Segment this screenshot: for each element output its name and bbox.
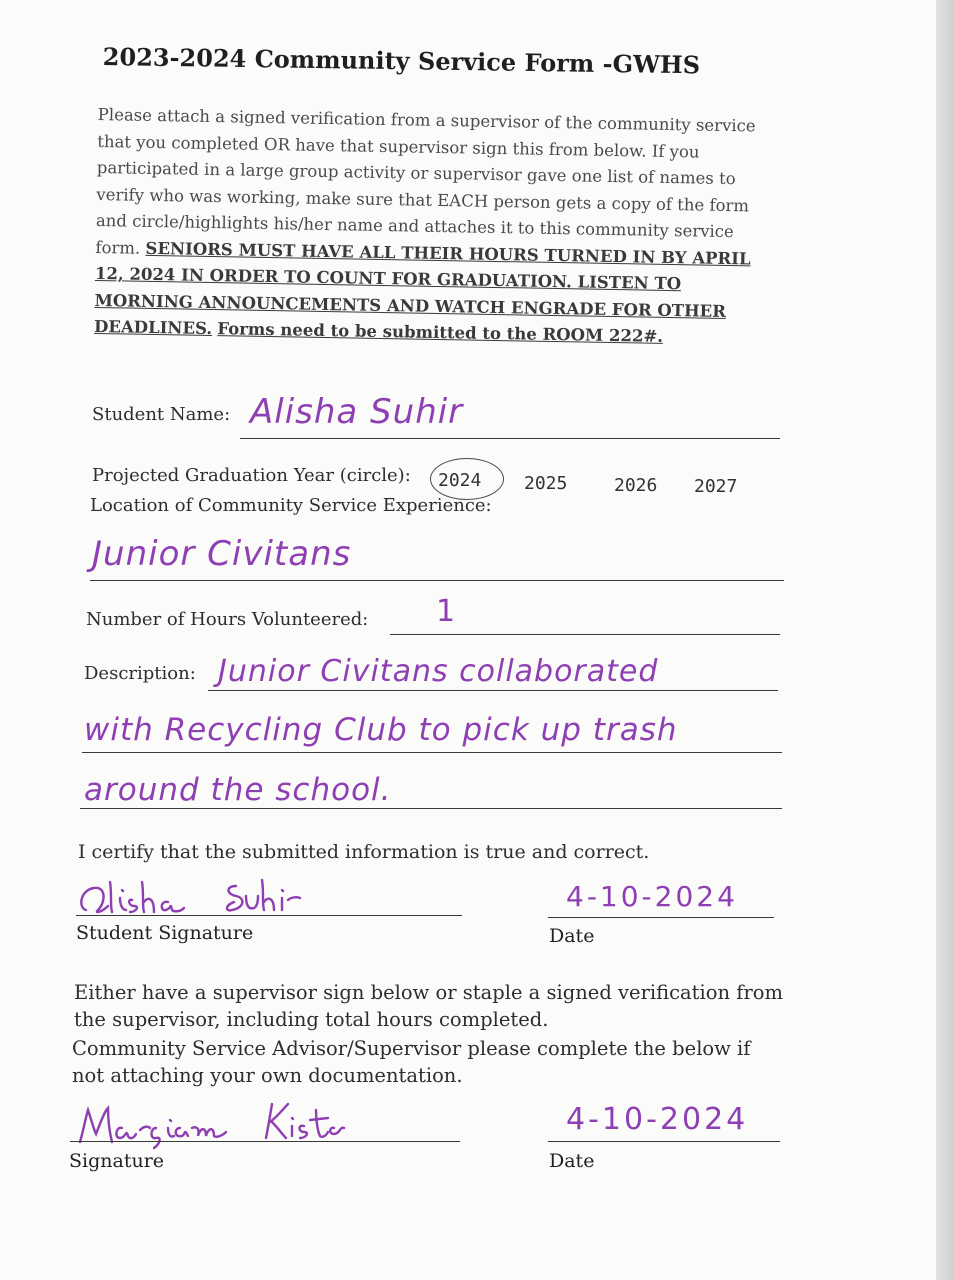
page-edge — [936, 0, 954, 1280]
description-text-1[interactable]: Junior Civitans collaborated — [218, 654, 659, 689]
certification-statement: I certify that the submitted information is true and correct. — [78, 841, 650, 863]
supervisor-signature-line — [70, 1141, 460, 1142]
student-name-line — [240, 438, 780, 439]
supervisor-date-line — [548, 1141, 780, 1142]
supervisor-signature-drawing[interactable] — [72, 1098, 372, 1150]
student-signature-label: Student Signature — [76, 922, 254, 944]
student-date-line — [548, 917, 774, 918]
student-name-label: Student Name: — [92, 404, 231, 425]
student-date-label: Date — [549, 925, 595, 947]
grad-year-option-2024[interactable]: 2024 — [438, 470, 482, 491]
supervisor-date-value[interactable]: 4-10-2024 — [566, 1102, 749, 1137]
hours-value[interactable]: 1 — [436, 594, 457, 629]
description-label: Description: — [84, 663, 196, 684]
instructions-paragraph — [94, 102, 782, 352]
instructions-text: Please attach a signed verification from a supervisor of the community service that you completed OR have that supervisor sign this from below. If you participated in a large group activity or supervisor gave one list of names to verify who was working, make sure that EACH person gets a copy of the form and circle/highlights his/her name and attaches it to this community service form. — [95, 104, 756, 258]
instructions-deadline: SENIORS MUST HAVE ALL THEIR HOURS TURNED IN BY APRIL 12, 2024 IN ORDER TO COUNT FOR GRADUATION. LISTEN TO MORNING ANNOUNCEMENTS AND WATCH ENGRADE FOR OTHER DEADLINES. — [93, 238, 751, 339]
hours-label: Number of Hours Volunteered: — [86, 609, 369, 630]
grad-year-circle — [430, 458, 504, 500]
hours-line — [390, 634, 780, 635]
description-line-2 — [82, 752, 782, 753]
description-text-3[interactable]: around the school. — [84, 772, 392, 808]
form-title: 2023-2024 Community Service Form -GWHS — [102, 42, 701, 80]
description-text-2[interactable]: with Recycling Club to pick up trash — [84, 712, 678, 748]
grad-year-option-2026[interactable]: 2026 — [614, 475, 658, 496]
description-line-1 — [208, 690, 778, 691]
student-signature-line — [76, 915, 462, 916]
location-value[interactable]: Junior Civitans — [92, 534, 352, 574]
supervisor-text-3: Community Service Advisor/Supervisor please complete the below if — [72, 1037, 751, 1060]
supervisor-text-1: Either have a supervisor sign below or staple a signed verification from — [74, 981, 784, 1004]
supervisor-date-label: Date — [549, 1150, 595, 1172]
description-line-3 — [80, 808, 782, 809]
grad-year-label: Projected Graduation Year (circle): — [92, 465, 411, 486]
grad-year-option-2027[interactable]: 2027 — [694, 476, 738, 497]
location-line — [90, 580, 784, 581]
instructions-submission: Forms need to be submitted to the ROOM 222#. — [217, 319, 664, 346]
supervisor-text-4: not attaching your own documentation. — [72, 1064, 463, 1087]
location-label: Location of Community Service Experience: — [90, 495, 492, 516]
grad-year-option-2025[interactable]: 2025 — [524, 473, 568, 494]
student-name-value[interactable]: Alisha Suhir — [250, 392, 464, 432]
student-date-value[interactable]: 4-10-2024 — [566, 880, 738, 913]
supervisor-signature-label: Signature — [69, 1150, 165, 1172]
supervisor-text-2: the supervisor, including total hours completed. — [74, 1008, 549, 1031]
